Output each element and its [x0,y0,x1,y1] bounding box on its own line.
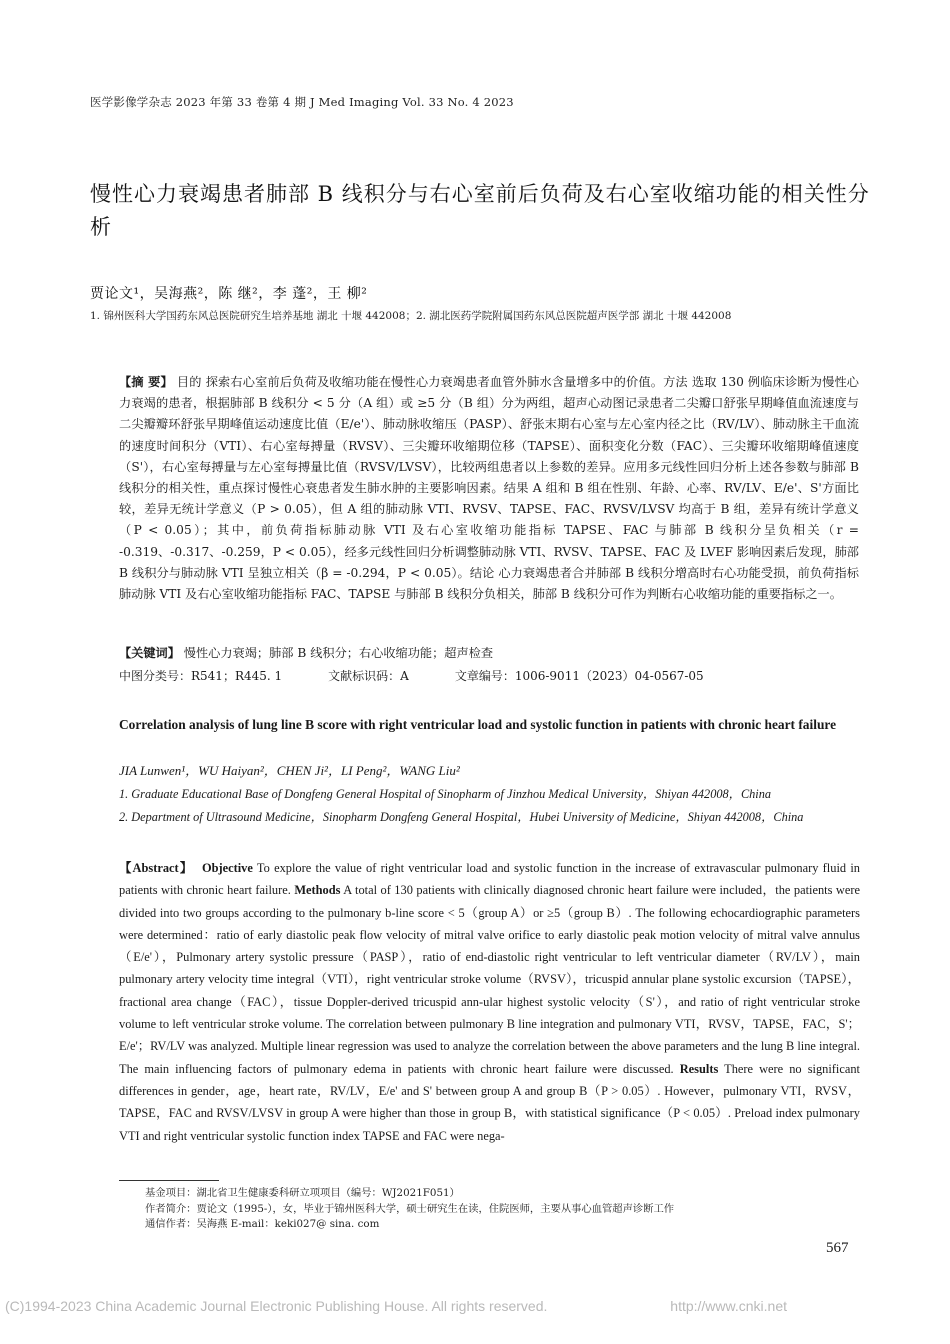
article-number: 文章编号：1006-9011（2023）04-0567-05 [454,669,704,683]
page-number: 567 [826,1240,849,1256]
english-abstract-tag: 【Abstract】 [119,861,194,875]
affiliations: 1. 锦州医科大学国药东风总医院研究生培养基地 湖北 十堰 442008；2. 湖北医药学院附属国药东风总医院超声医学部 湖北 十堰 442008 [90,310,732,322]
clc-number: 中图分类号：R541；R445. 1 [119,669,283,683]
methods-text: A total of 130 patients with clinically diagnosed chronic heart failure were included，the patients were divided into two groups according to the pulmonary b-line score < 5（group A）or ≥5（group B）. The following echocardiographic parameters were determined：ratio of early diastolic peak flow velocity of mitral valve orifice to early diastolic peak motion velocity of mitral valve annulus（E/e'），Pulmonary artery systolic pressure（PASP），ratio of end-diastolic right ventricular to left ventricular diameter（RV/LV），main pulmonary artery velocity time integral（VTI），right ventricular stroke volume（RVSV），tricuspid annular plane systolic excursion（TAPSE），fractional area change（FAC），tissue Doppler-derived tricuspid ann-ular highest systolic velocity（S'），and ratio of right ventricular stroke volume to left ventricular stroke volume. The correlation between pulmonary B line integration and pulmonary VTI，RVSV，TAPSE，FAC，S'；E/e'；RV/LV was analyzed. Multiple linear regression was used to analyze the correlation between the above parameters and the lung B line integral. The main influencing factors of pulmonary edema in patients with chronic heart failure were discussed. [119,883,860,1076]
watermark [5,1298,945,1314]
running-header: 医学影像学杂志 2023 年第 33 卷第 4 期 J Med Imaging Vol. 33 No. 4 2023 [90,95,514,109]
article-title: 慢性心力衰竭患者肺部 B 线积分与右心室前后负荷及右心室收缩功能的相关性分析 [90,182,870,239]
fund-note: 基金项目：湖北省卫生健康委科研立项项目（编号：WJ2021F051） [145,1187,460,1199]
chinese-abstract [119,372,859,605]
classification-line [119,667,704,684]
objective-text: To explore the value of right ventricular load and systolic function in the increase of extravascular pulmonary fluid in patients with chronic heart failure. [119,861,860,898]
english-affiliation-1: 1. Graduate Educational Base of Dongfeng General Hospital of Sinopharm of Jinzhou Medical University，Shiyan 442008，China [119,787,772,801]
methods-label: Methods [294,883,341,898]
english-authors: JIA Lunwen¹，WU Haiyan²，CHEN Ji²，LI Peng²，WANG Liu² [119,763,460,778]
results-label: Results [679,1061,719,1076]
objective-label: Objective [201,861,253,875]
english-abstract [119,857,860,1147]
keywords [119,644,859,661]
document-code: 文献标识码：A [328,669,409,683]
footnote-divider [119,1180,219,1181]
watermark-copyright: (C)1994-2023 China Academic Journal Electronic Publishing House. All rights reserved. [5,1298,548,1314]
footnotes [145,1186,865,1233]
english-title: Correlation analysis of lung line B score with right ventricular load and systolic function in patients with chronic heart failure [119,717,837,732]
author-list: 贾论文¹，吴海燕²，陈 继²，李 蓬²，王 柳² [90,286,368,302]
english-affiliations [119,783,859,828]
abstract-tag: 【摘 要】 [119,375,173,389]
results-text: There were no significant differences in gender，age，heart rate，RV/LV，E/e' and S' between group A and group B（P > 0.05）. However，pulmonary VTI，RVSV，TAPSE，FAC and RVSV/LVSV in group A were higher than those in group B，with statistical significance（P < 0.05）. Preload index pulmonary VTI and right ventricular systolic function index TAPSE and FAC were nega- [119,1061,860,1143]
author-bio-note: 作者简介：贾论文（1995-），女，毕业于锦州医科大学，硕士研究生在读，住院医师，主要从事心血管超声诊断工作 [145,1202,675,1215]
watermark-url: http://www.cnki.net [670,1298,787,1314]
corresponding-author-note: 通信作者：吴海燕 E-mail：keki027@ sina. com [145,1218,380,1230]
abstract-text: 目的 探索右心室前后负荷及收缩功能在慢性心力衰竭患者血管外肺水含量增多中的价值。方法 选取 130 例临床诊断为慢性心力衰竭的患者，根据肺部 B 线积分 < 5 分（A 组）或 ≥5 分（B 组）分为两组，超声心动图记录患者二尖瓣口舒张早期峰值血流速度与二尖瓣瓣环舒张早期峰值运动速度比值（E/e'）、肺动脉收缩压（PASP）、舒张末期右心室与左心室内径之比（RV/LV）、肺动脉主干血流的速度时间积分（VTI）、右心室每搏量（RVSV）、三尖瓣环收缩期位移（TAPSE）、面积变化分数（FAC）、三尖瓣环收缩期峰值速度（S'），右心室每搏量与左心室每搏量比值（RVSV/LVSV），比较两组患者以上参数的差异。应用多元线性回归分析上述各参数与肺部 B 线积分的相关性，重点探讨慢性心衰患者发生肺水肿的主要影响因素。结果 A 组和 B 组在性别、年龄、心率、RV/LV、E/e'、S'方面比较，差异无统计学意义（P > 0.05），但 A 组的肺动脉 VTI、RVSV、TAPSE、FAC、RVSV/LVSV 均高于 B 组，差异有统计学意义（P < 0.05）；其中，前负荷指标肺动脉 VTI 及右心室收缩功能指标 TAPSE、FAC 与肺部 B 线积分呈负相关（r = -0.319、-0.317、-0.259，P < 0.05），经多元线性回归分析调整肺动脉 VTI、RVSV、TAPSE、FAC 及 LVEF 影响因素后发现，肺部 B 线积分与肺动脉 VTI 呈独立相关（β = -0.294，P < 0.05）。结论 心力衰竭患者合并肺部 B 线积分增高时右心功能受损，前负荷指标肺动脉 VTI 及右心室收缩功能指标 FAC、TAPSE 与肺部 B 线积分负相关，肺部 B 线积分可作为判断右心收缩功能的重要指标之一。 [119,375,859,602]
english-affiliation-2: 2. Department of Ultrasound Medicine，Sinopharm Dongfeng General Hospital，Hubei University of Medicine，Shiyan 442008，China [119,809,804,824]
keywords-tag: 【关键词】 [119,646,180,660]
keywords-text: 慢性心力衰竭；肺部 B 线积分；右心收缩功能；超声检查 [179,646,494,660]
